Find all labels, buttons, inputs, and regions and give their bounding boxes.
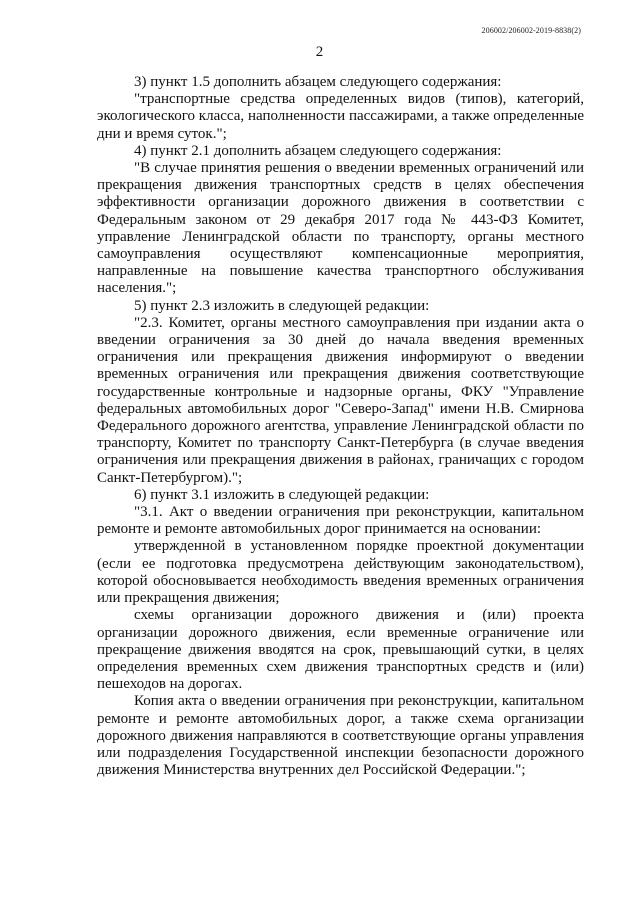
paragraph-item-6: 6) пункт 3.1 изложить в следующей редакции: — [134, 486, 430, 503]
paragraph-item-3-text: "транспортные средства определенных видов (типов), категорий, экологического класса, наполненности пассажирами, а также определенные дни и время суток."; — [97, 91, 584, 142]
paragraph-item-4-text: "В случае принятия решения о введении временных ограничений или прекращения движения транспортных средств в целях обеспечения эффективности организации дорожного движения в соответствии с Федеральным законом от 29 декабря 2017 года № 443-ФЗ Комитет, управление Ленинградской области по транспорту, органы местного самоуправления осуществляют компенсационные мероприятия, направленные на повышение качества транспортного обслуживания населения."; — [97, 160, 584, 297]
page-number: 2 — [315, 44, 324, 60]
paragraph-item-4: 4) пункт 2.1 дополнить абзацем следующего содержания: — [134, 142, 502, 159]
paragraph-copy-act: Копия акта о введении ограничения при реконструкции, капитальном ремонте и ремонте автомобильных дорог, а также схема организации дорожного движения направляются в соответствующие органы управления или подразделения Государственной инспекции безопасности дорожного движения Министерства внутренних дел Российской Федерации."; — [97, 693, 584, 779]
paragraph-basis-1: утвержденной в установленном порядке проектной документации (если ее подготовка предусмотрена действующим законодательством), которой обосновывается необходимость введения временных ограничения или прекращения движения; — [97, 538, 584, 607]
document-body — [97, 74, 584, 779]
paragraph-item-5: 5) пункт 2.3 изложить в следующей редакции: — [134, 297, 430, 314]
paragraph-item-6-text: "3.1. Акт о введении ограничения при реконструкции, капитальном ремонте и ремонте автомобильных дорог принимается на основании: — [97, 504, 584, 538]
paragraph-item-3: 3) пункт 1.5 дополнить абзацем следующего содержания: — [134, 74, 502, 90]
paragraph-item-5-text: "2.3. Комитет, органы местного самоуправления при издании акта о введении ограничения за 30 дней до начала введения временных ограничения или прекращения движения информируют о введении временных ограничения или прекращения движения соответствующие государственные контрольные и надзорные органы, ФКУ "Управление федеральных автомобильных дорог "Северо-Запад" имени Н.В. Смирнова Федерального дорожного агентства, управление Ленинградской области по транспорту, Комитет по транспорту Санкт-Петербурга (в случае введения ограничения или прекращения движения в районах, граничащих с городом Санкт-Петербургом)."; — [97, 314, 584, 486]
paragraph-basis-2: схемы организации дорожного движения и (или) проекта организации дорожного движения, если временные ограничение или прекращение движения вводятся на срок, превышающий сутки, в целях определения временных схем движения транспортных средств и (или) пешеходов на дорогах. — [97, 607, 584, 693]
document-id: 206002/206002-2019-8838(2) — [481, 26, 581, 35]
